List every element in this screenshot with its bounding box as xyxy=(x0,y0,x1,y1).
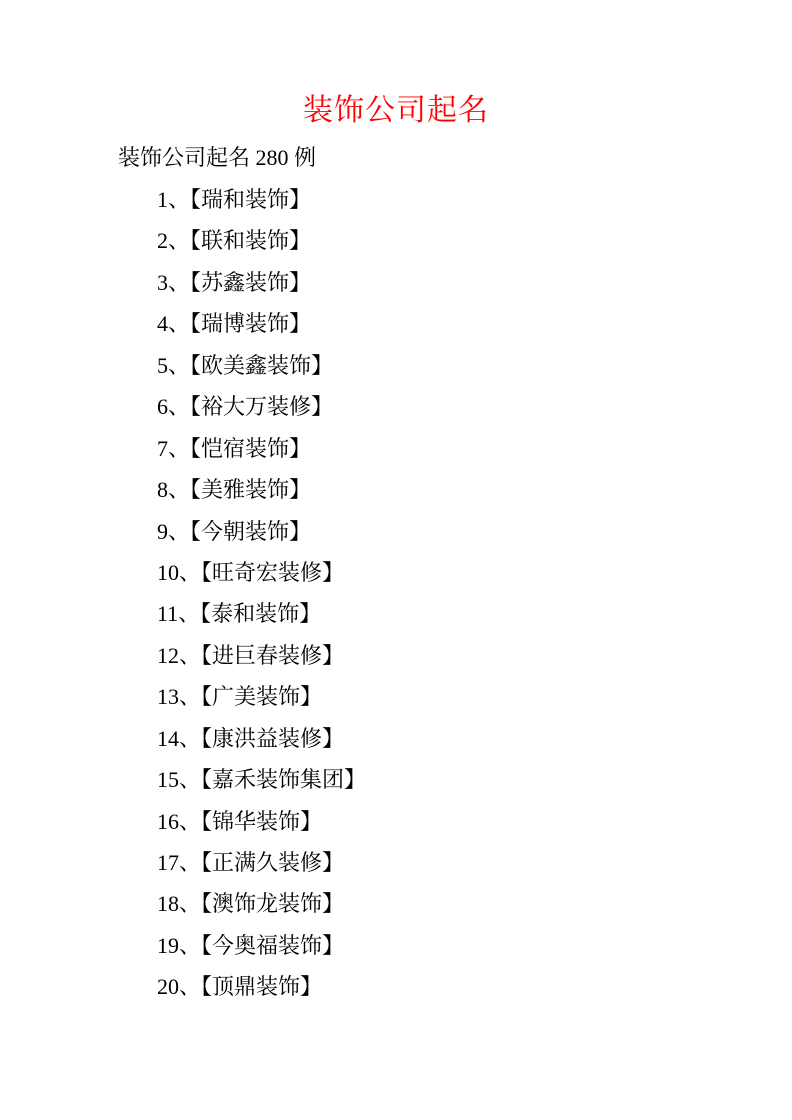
list-item: 6、【裕大万装修】 xyxy=(157,394,334,420)
document-title: 装饰公司起名 xyxy=(303,94,489,127)
list-item: 7、【恺宿装饰】 xyxy=(157,435,312,461)
list-item: 8、【美雅装饰】 xyxy=(157,477,312,503)
list-item: 3、【苏鑫装饰】 xyxy=(157,269,312,295)
list-item: 17、【正满久装修】 xyxy=(157,850,345,875)
list-item: 15、【嘉禾装饰集团】 xyxy=(157,767,367,793)
list-item: 9、【今朝装饰】 xyxy=(157,518,312,544)
list-item: 10、【旺奇宏装修】 xyxy=(157,559,345,585)
list-item: 5、【欧美鑫装饰】 xyxy=(157,352,334,378)
list-item: 16、【锦华装饰】 xyxy=(157,808,323,834)
document-subtitle: 装饰公司起名 280 例 xyxy=(118,145,317,170)
list-item: 14、【康洪益装修】 xyxy=(157,725,345,751)
list-item: 4、【瑞博装饰】 xyxy=(157,311,312,337)
list-item: 18、【澳饰龙装饰】 xyxy=(157,891,345,917)
list-item: 13、【广美装饰】 xyxy=(157,684,323,710)
list-item: 1、【瑞和装饰】 xyxy=(157,187,312,212)
list-item: 20、【顶鼎装饰】 xyxy=(157,974,323,1000)
list-item: 11、【泰和装饰】 xyxy=(157,601,322,627)
list-item: 2、【联和装饰】 xyxy=(157,228,312,254)
list-item: 19、【今奥福装饰】 xyxy=(157,932,345,958)
list-item: 12、【进巨春装修】 xyxy=(157,642,345,668)
company-name-list xyxy=(157,179,717,1008)
